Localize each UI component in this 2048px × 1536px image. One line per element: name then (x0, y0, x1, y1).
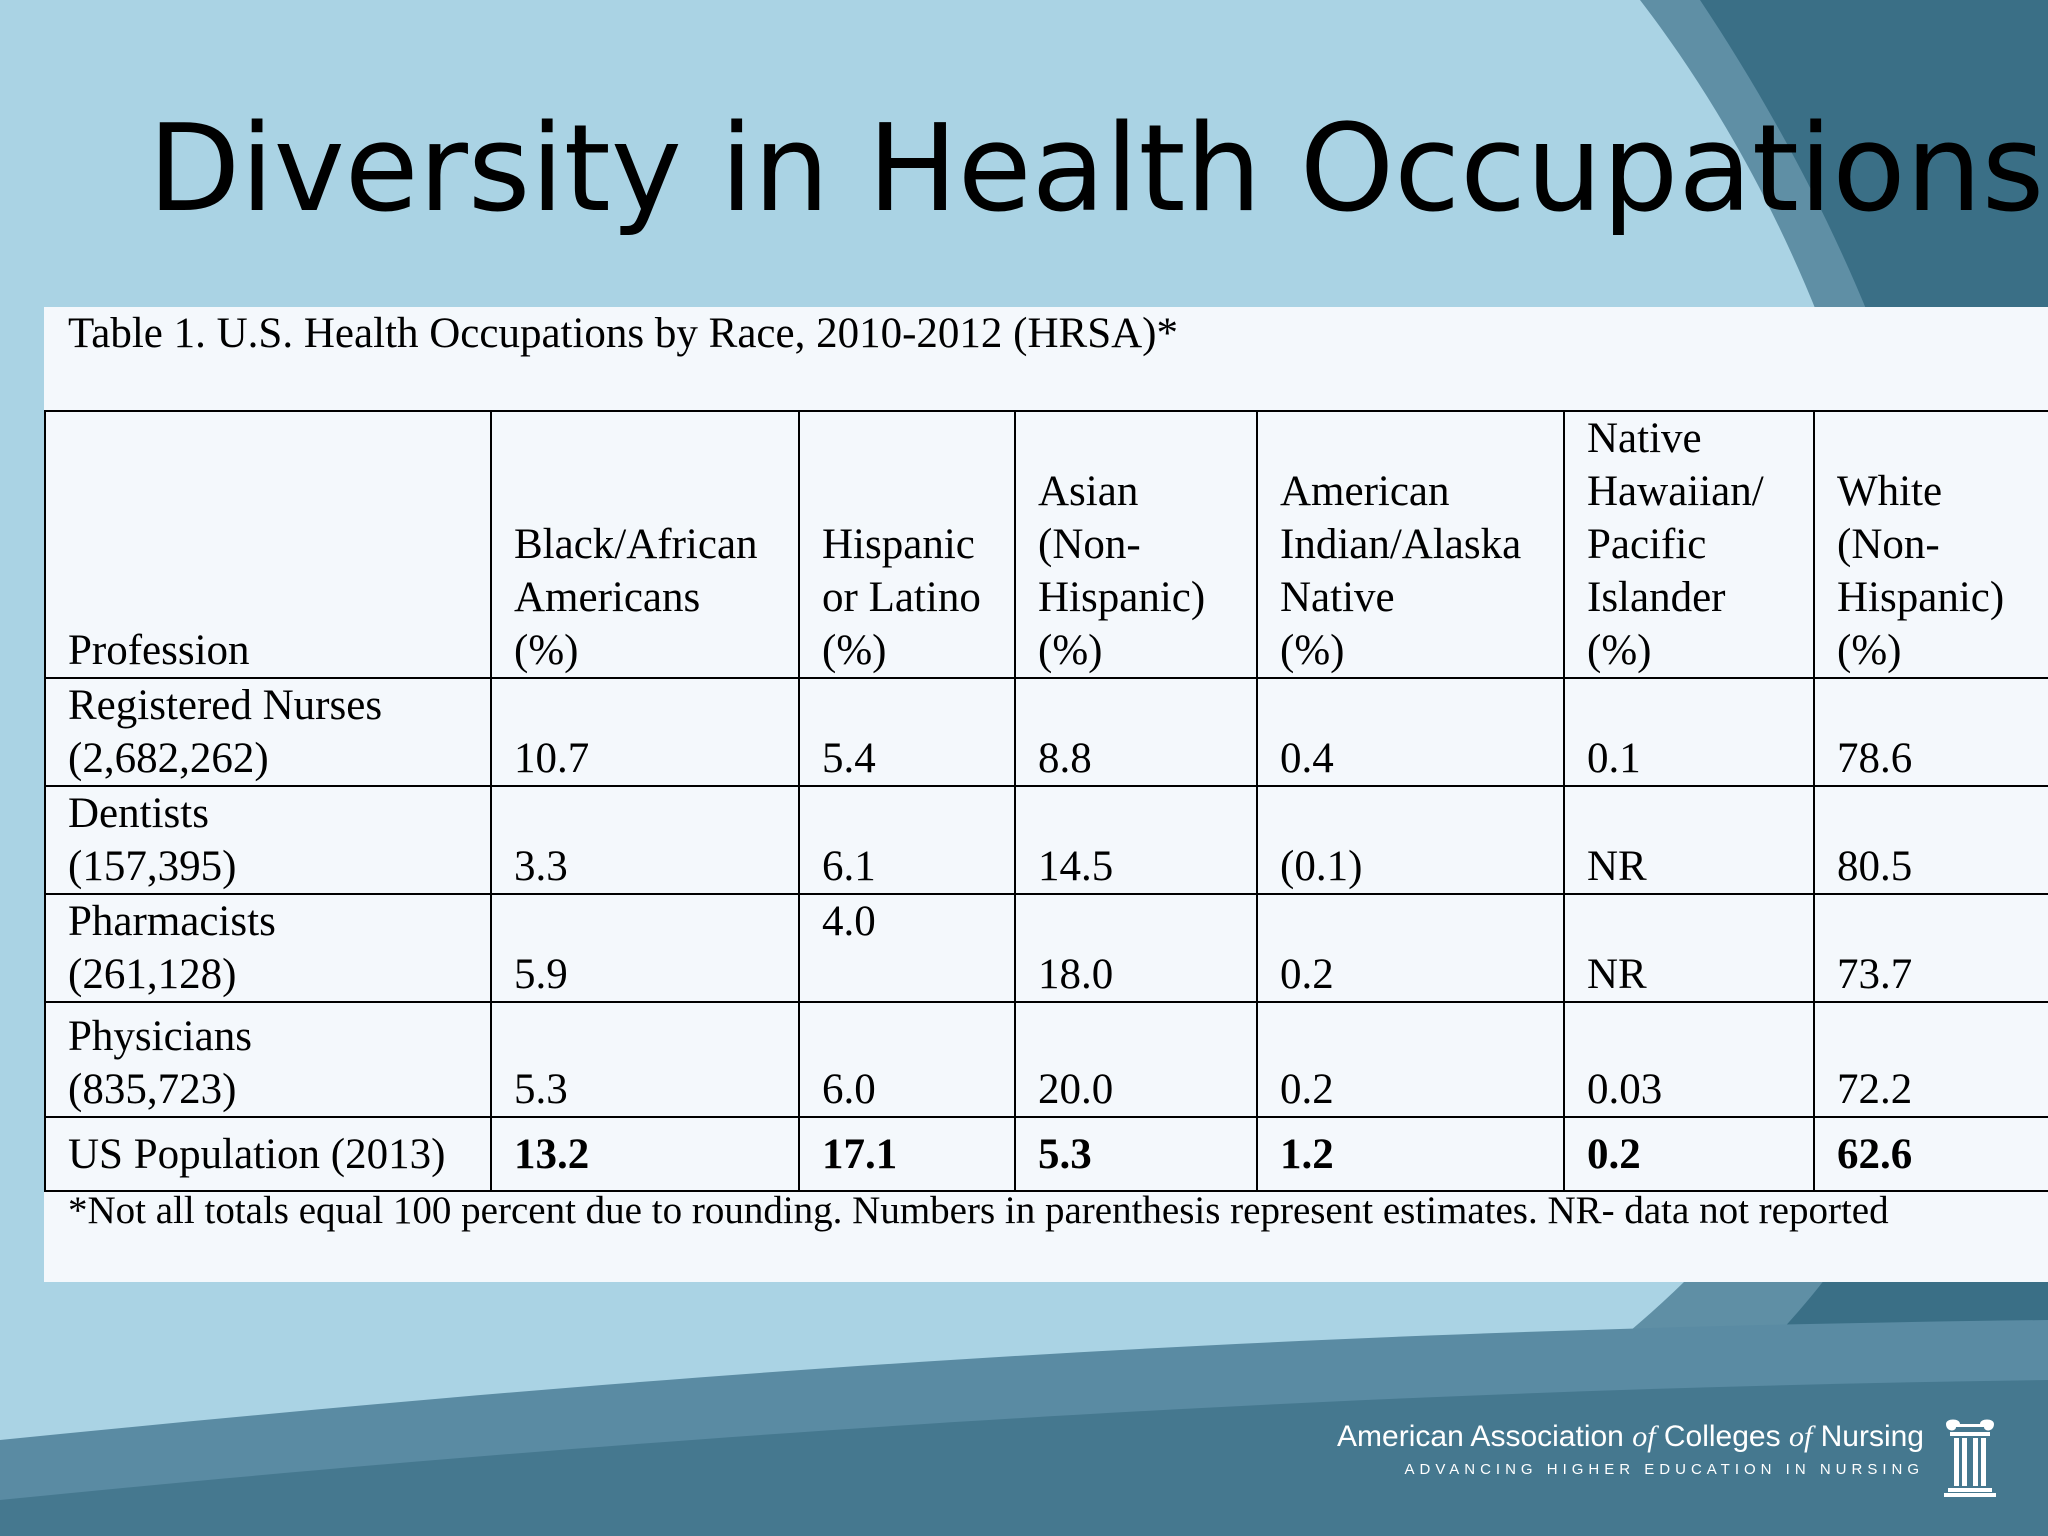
value-cell: 18.0 (1015, 894, 1257, 1002)
value-cell: (0.1) (1257, 786, 1564, 894)
value-cell: 1.2 (1257, 1117, 1564, 1191)
header-hispanic-latino: Hispanic or Latino (%) (799, 411, 1015, 678)
value-cell: 78.6 (1814, 678, 2048, 786)
value-cell: 6.1 (799, 786, 1015, 894)
value-cell: 5.4 (799, 678, 1015, 786)
table-row (45, 678, 2048, 786)
value-cell: 72.2 (1814, 1002, 2048, 1117)
value-cell: 5.9 (491, 894, 799, 1002)
logo-tagline: ADVANCING HIGHER EDUCATION IN NURSING (1404, 1461, 1924, 1478)
value-cell: 14.5 (1015, 786, 1257, 894)
value-cell: 3.3 (491, 786, 799, 894)
profession-cell: Physicians (835,723) (45, 1002, 491, 1117)
logo-name: American Association of Colleges of Nursing (1337, 1420, 1924, 1453)
table-caption: Table 1. U.S. Health Occupations by Race, 2010-2012 (HRSA)* (68, 310, 1179, 357)
value-cell: 4.0 (799, 894, 1015, 1002)
table-row (45, 1117, 2048, 1191)
header-black-african-americans: Black/African Americans (%) (491, 411, 799, 678)
value-cell: 13.2 (491, 1117, 799, 1191)
value-cell: 0.2 (1257, 894, 1564, 1002)
header-row (45, 411, 2048, 678)
profession-cell: Registered Nurses (2,682,262) (45, 678, 491, 786)
value-cell: 5.3 (491, 1002, 799, 1117)
value-cell: NR (1564, 894, 1814, 1002)
table-row (45, 894, 2048, 1002)
value-cell: NR (1564, 786, 1814, 894)
table-footnote: *Not all totals equal 100 percent due to rounding. Numbers in parenthesis represent estimates. NR- data not reported (68, 1189, 1889, 1232)
value-cell: 80.5 (1814, 786, 2048, 894)
value-cell: 5.3 (1015, 1117, 1257, 1191)
value-cell: 8.8 (1015, 678, 1257, 786)
table-row (45, 786, 2048, 894)
value-cell: 6.0 (799, 1002, 1015, 1117)
occupations-table (44, 410, 2048, 1192)
aacn-logo (1337, 1418, 2000, 1498)
table-row (45, 1002, 2048, 1117)
value-cell: 0.03 (1564, 1002, 1814, 1117)
value-cell: 0.2 (1257, 1002, 1564, 1117)
header-american-indian-alaska-native: American Indian/Alaska Native (%) (1257, 411, 1564, 678)
header-profession: Profession (45, 411, 491, 678)
value-cell: 10.7 (491, 678, 799, 786)
value-cell: 62.6 (1814, 1117, 2048, 1191)
value-cell: 17.1 (799, 1117, 1015, 1191)
value-cell: 0.4 (1257, 678, 1564, 786)
profession-cell: US Population (2013) (45, 1117, 491, 1191)
profession-cell: Dentists (157,395) (45, 786, 491, 894)
value-cell: 0.2 (1564, 1117, 1814, 1191)
header-asian: Asian (Non- Hispanic) (%) (1015, 411, 1257, 678)
column-pillar-icon (1940, 1418, 2000, 1498)
header-white: White (Non- Hispanic) (%) (1814, 411, 2048, 678)
slide-title: Diversity in Health Occupations (148, 100, 2045, 239)
profession-cell: Pharmacists (261,128) (45, 894, 491, 1002)
header-native-hawaiian-pacific-islander: Native Hawaiian/ Pacific Islander (%) (1564, 411, 1814, 678)
value-cell: 73.7 (1814, 894, 2048, 1002)
value-cell: 20.0 (1015, 1002, 1257, 1117)
value-cell: 0.1 (1564, 678, 1814, 786)
